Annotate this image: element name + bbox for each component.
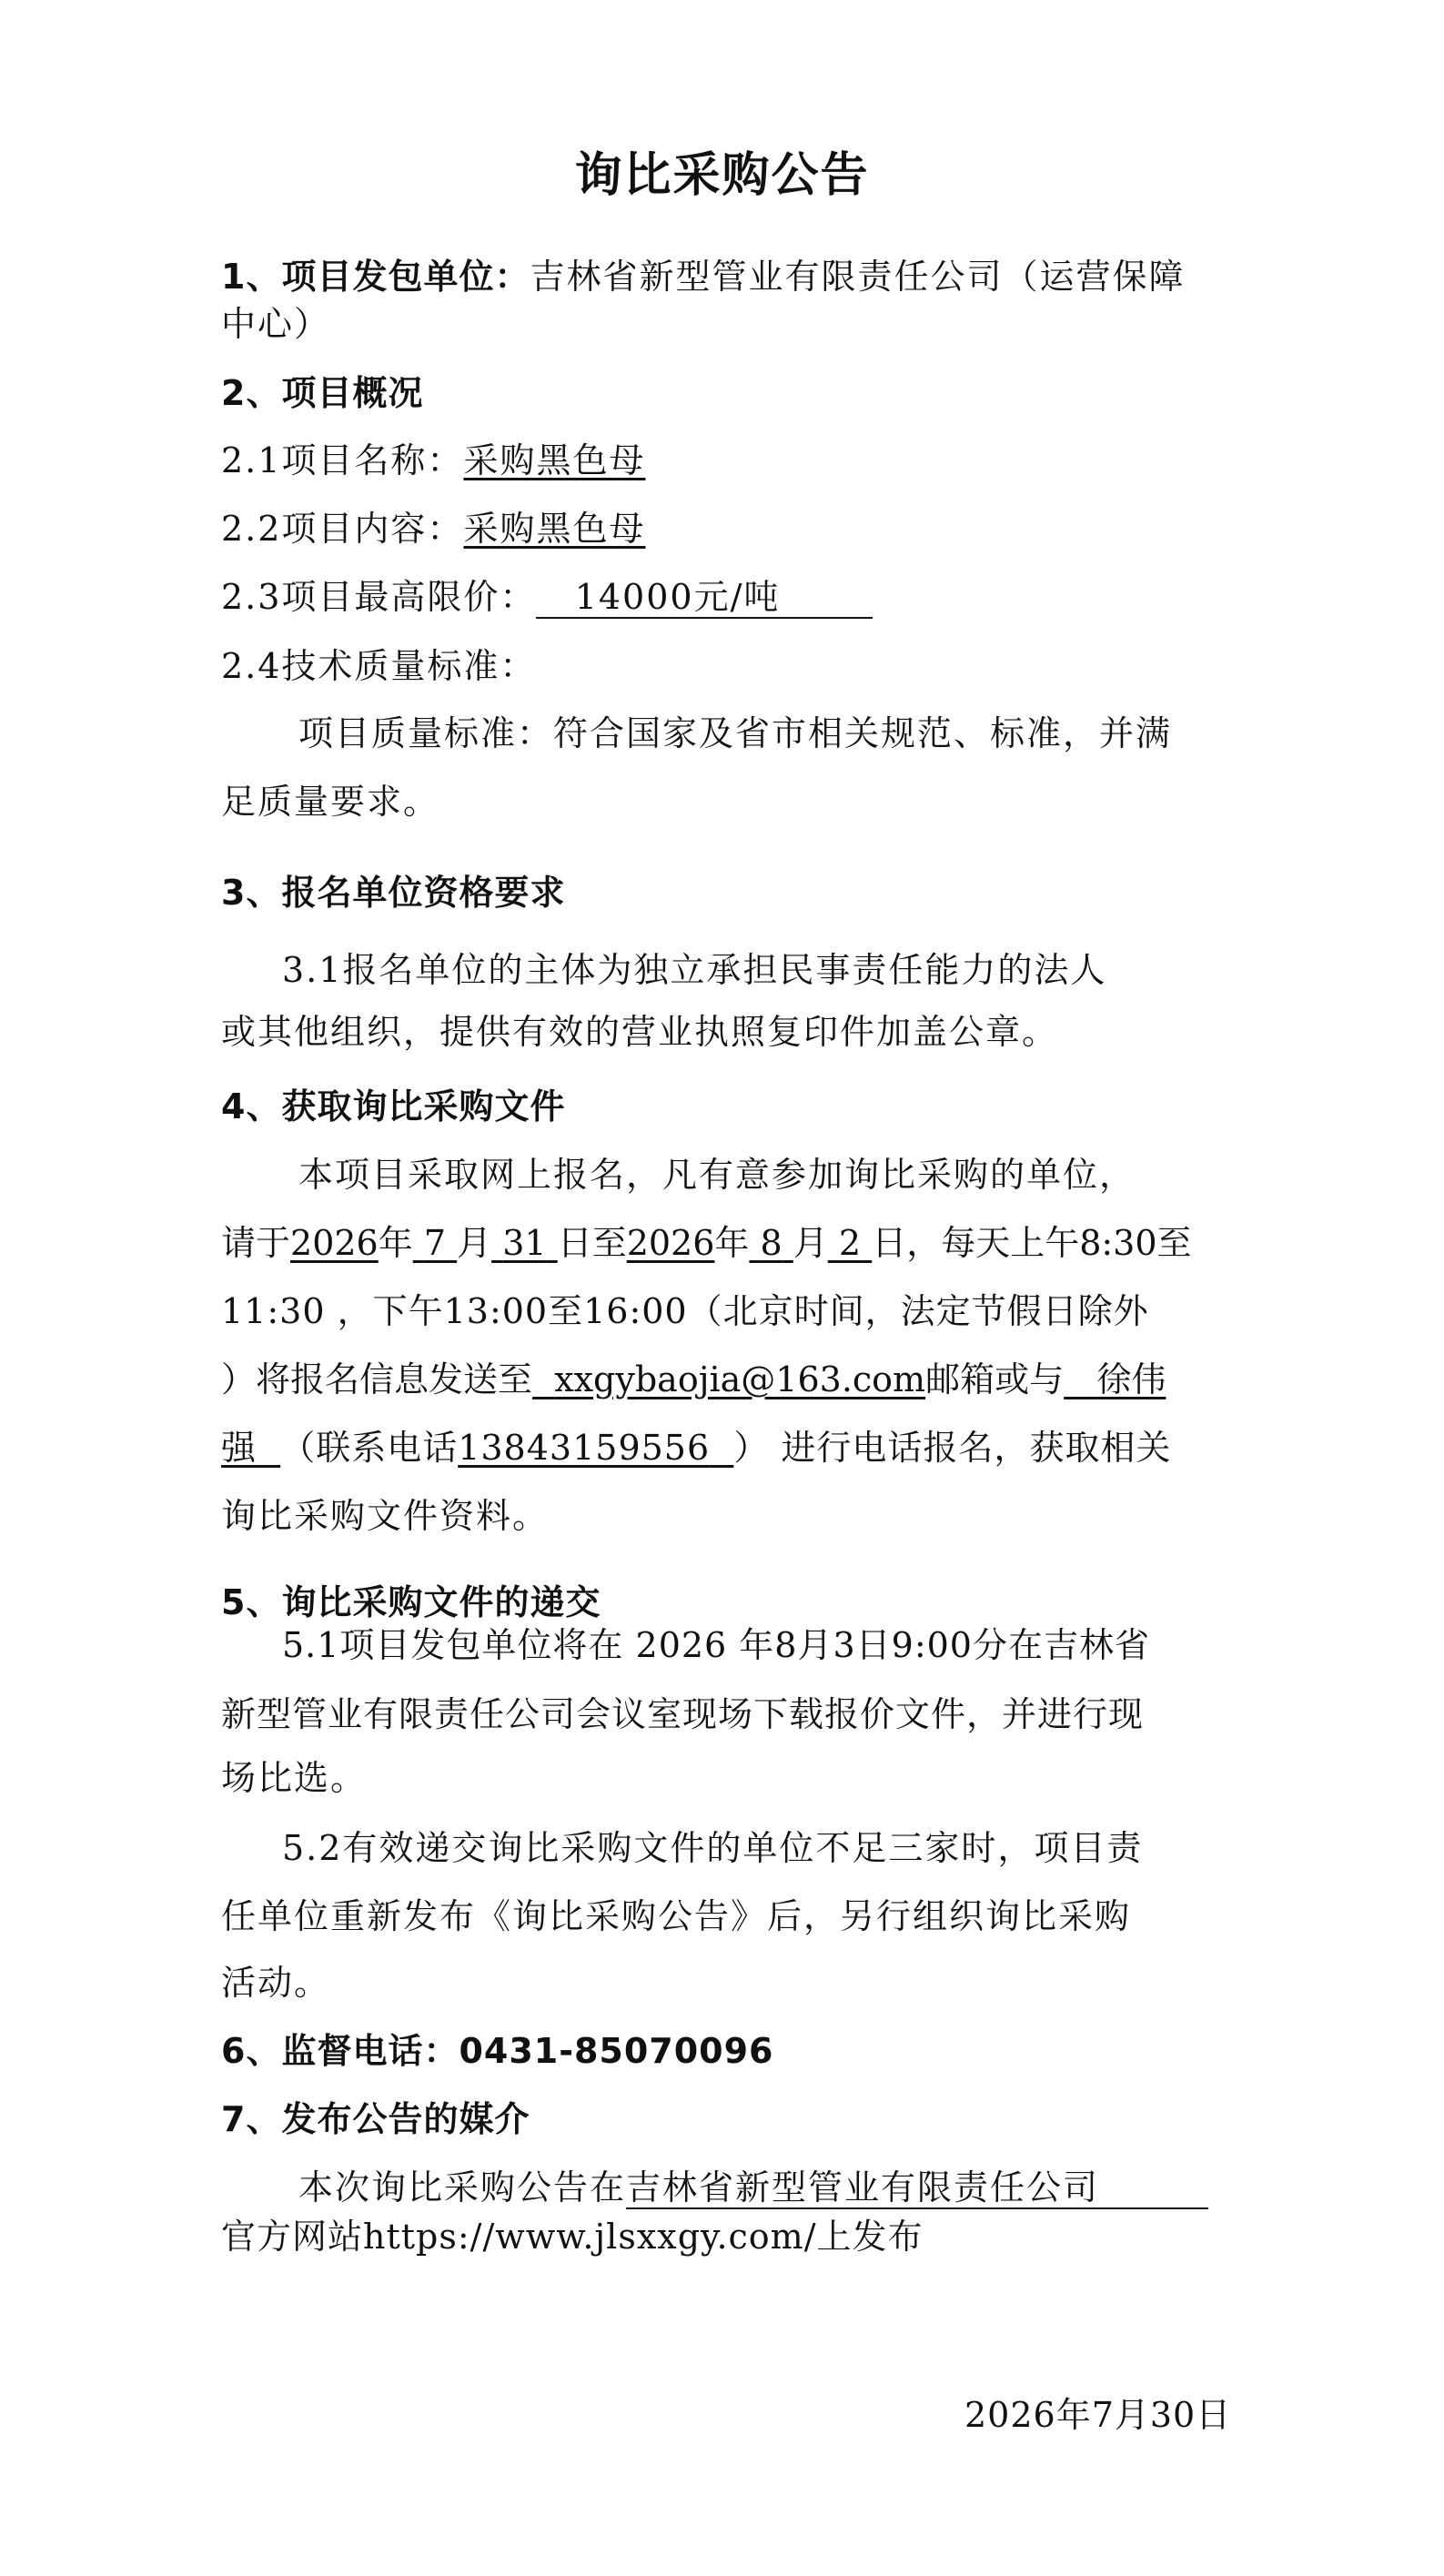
section-3-text-2: 或其他组织，提供有效的营业执照复印件加盖公章。 — [221, 1012, 1059, 1052]
item-2-3-label: 2.3项目最高限价： — [221, 577, 537, 617]
end-day: 2 — [838, 1223, 862, 1263]
section-4-dates — [221, 1219, 1231, 1267]
section-7-text-1 — [298, 2164, 1231, 2211]
section-5-text-1c: 场比选。 — [221, 1758, 368, 1798]
year-unit-2: 年 — [714, 1223, 750, 1263]
item-2-2-label: 2.2项目内容： — [221, 509, 464, 549]
section-1-line — [221, 253, 1231, 300]
month-unit: 月 — [457, 1223, 492, 1263]
media-company: 吉林省新型管业有限责任公司 — [626, 2167, 1208, 2209]
day-to: 日至 — [557, 1223, 627, 1263]
section-7-heading: 7、发布公告的媒介 — [221, 2099, 530, 2139]
email-address: xxgybaojia@163.com — [554, 1359, 926, 1399]
quality-standard-line-2: 足质量要求。 — [221, 782, 440, 822]
email-suffix: 邮箱或与 — [925, 1359, 1065, 1399]
section-5-text-2a: 5.2有效递交询比采购文件的单位不足三家时，项目责 — [282, 1828, 1144, 1868]
date-prefix: 请于 — [221, 1223, 291, 1263]
media-prefix: 本次询比采购公告在 — [298, 2167, 627, 2207]
item-2-1-value: 采购黑色母 — [463, 440, 646, 480]
start-year: 2026 — [290, 1223, 379, 1263]
end-month: 8 — [760, 1223, 783, 1263]
section-1-line-2 — [221, 300, 1231, 348]
section-4-text-end: 询比采购文件资料。 — [221, 1496, 550, 1536]
section-3-heading: 3、报名单位资格要求 — [221, 873, 566, 913]
item-2-4-label: 2.4技术质量标准： — [221, 646, 537, 686]
start-month: 7 — [423, 1223, 447, 1263]
email-prefix: ）将报名信息发送至 — [221, 1359, 533, 1399]
item-2-1 — [221, 437, 1231, 484]
item-2-2-value: 采购黑色母 — [463, 509, 646, 549]
section-4-hours: 11:30 ，下午13:00至16:00（北京时间，法定节假日除外 — [221, 1291, 1149, 1331]
phone-suffix: ） 进行电话报名，获取相关 — [733, 1428, 1172, 1468]
section-1-text: 吉林省新型管业有限责任公司（运营保障 — [530, 257, 1186, 297]
quality-standard-line-1: 项目质量标准：符合国家及省市相关规范、标准，并满 — [298, 713, 1173, 753]
section-1-label: 1、项目发包单位： — [221, 257, 530, 297]
section-4-text-1: 本项目采取网上报名，凡有意参加询比采购的单位， — [298, 1155, 1136, 1195]
contact-phone: 13843159556 — [458, 1428, 711, 1468]
phone-prefix: （联系电话 — [280, 1428, 459, 1468]
page-title: 询比采购公告 — [574, 148, 870, 203]
start-day: 31 — [502, 1223, 547, 1263]
section-4-phone-line — [221, 1424, 1231, 1471]
month-unit-2: 月 — [793, 1223, 828, 1263]
end-year: 2026 — [626, 1223, 715, 1263]
section-5-text-1a: 5.1项目发包单位将在 2026 年8月3日9:00分在吉林省 — [282, 1625, 1150, 1665]
section-7-text-2: 官方网站https://www.jlsxxgy.com/上发布 — [221, 2217, 924, 2257]
section-6-supervision-phone: 6、监督电话：0431-85070096 — [221, 2031, 774, 2071]
section-4-heading: 4、获取询比采购文件 — [221, 1086, 566, 1126]
publish-date: 2026年7月30日 — [964, 2395, 1232, 2435]
contact-name-part-1: 徐伟 — [1096, 1359, 1166, 1399]
section-5-heading: 5、询比采购文件的递交 — [221, 1582, 601, 1622]
item-2-3 — [221, 573, 1231, 621]
section-5-text-1b: 新型管业有限责任公司会议室现场下载报价文件，并进行现 — [221, 1694, 1145, 1734]
date-suffix: 日，每天上午8:30至 — [872, 1223, 1192, 1263]
section-1-text-cont: 中心） — [221, 304, 331, 344]
section-5-text-2c: 活动。 — [221, 1963, 331, 2003]
section-3-text-1: 3.1报名单位的主体为独立承担民事责任能力的法人 — [282, 950, 1107, 990]
year-unit: 年 — [378, 1223, 413, 1263]
item-2-2 — [221, 505, 1231, 552]
section-5-text-2b: 任单位重新发布《询比采购公告》后，另行组织询比采购 — [221, 1896, 1132, 1936]
contact-name-part-2: 强 — [221, 1428, 257, 1468]
section-4-email-line — [221, 1356, 1231, 1403]
item-2-1-label: 2.1项目名称： — [221, 440, 464, 480]
item-2-3-value: 14000元/吨 — [574, 577, 781, 617]
section-2-heading: 2、项目概况 — [221, 373, 424, 413]
